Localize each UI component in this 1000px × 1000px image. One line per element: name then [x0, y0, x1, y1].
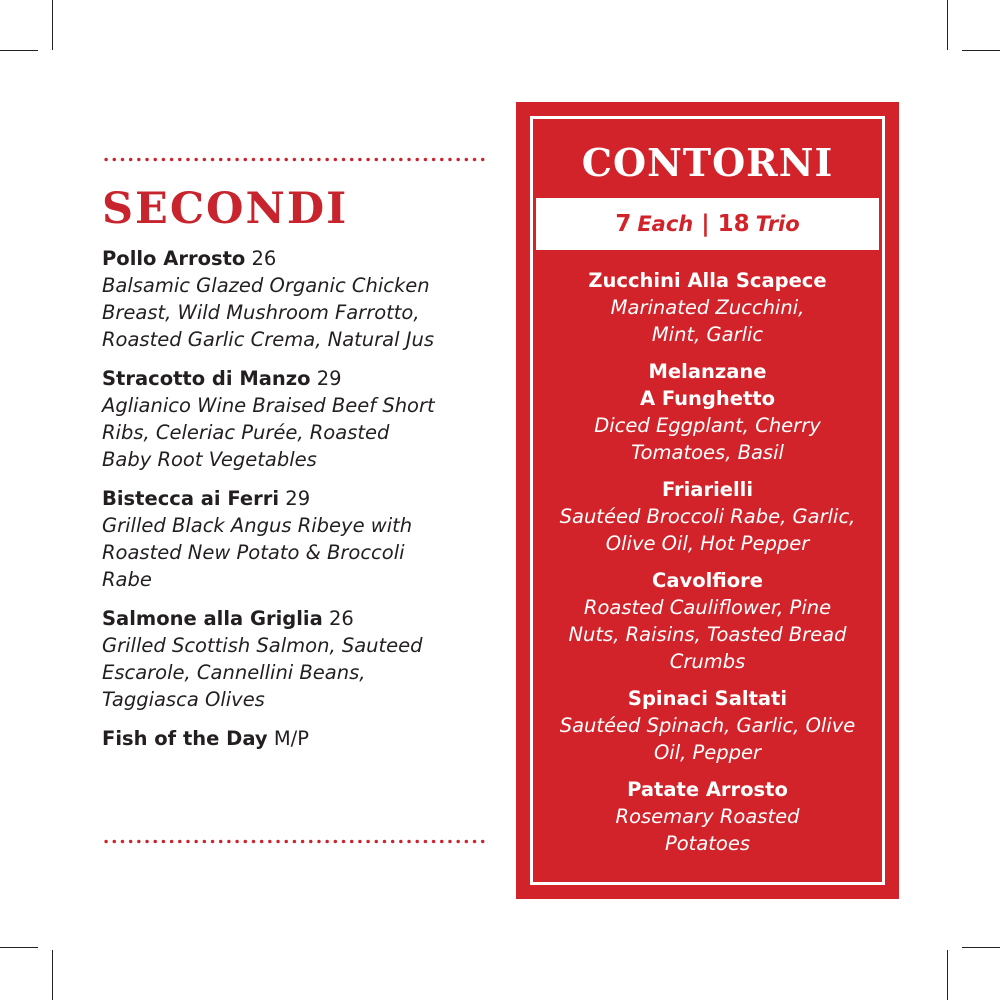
- item-name: Pollo Arrosto: [102, 247, 246, 270]
- side-dish-item: [544, 358, 871, 466]
- menu-item: [102, 485, 462, 593]
- price-trio: 18: [717, 211, 750, 237]
- contorni-heading: CONTORNI: [581, 140, 834, 185]
- secondi-list: [102, 245, 462, 764]
- item-name: Cavolfiore: [652, 569, 763, 592]
- item-description: Roasted Cauliflower, Pine Nuts, Raisins, Toasted Bread Crumbs: [568, 596, 847, 673]
- item-description: Rosemary Roasted Potatoes: [615, 805, 800, 855]
- item-name: Zucchini Alla Scapece: [588, 269, 827, 292]
- item-description: Sautéed Spinach, Garlic, Olive Oil, Pepper: [559, 714, 856, 764]
- item-description: Aglianico Wine Braised Beef Short Ribs, Celeriac Purée, Roasted Baby Root Vegetables: [102, 394, 435, 471]
- price-separator: |: [701, 211, 710, 237]
- item-description: Balsamic Glazed Organic Chicken Breast, Wild Mushroom Farrotto, Roasted Garlic Crema, Natural Jus: [102, 274, 435, 351]
- item-description: Sautéed Broccoli Rabe, Garlic, Olive Oil, Hot Pepper: [559, 505, 856, 555]
- menu-item: [102, 605, 462, 713]
- item-name: Patate Arrosto: [627, 778, 788, 801]
- item-price: 29: [285, 487, 311, 510]
- contorni-list: [544, 267, 871, 867]
- menu-item: [102, 725, 462, 752]
- item-price: 26: [328, 607, 354, 630]
- item-name: Melanzane A Funghetto: [639, 360, 776, 410]
- menu-item: [102, 365, 462, 473]
- item-description: Diced Eggplant, Cherry Tomatoes, Basil: [594, 414, 821, 464]
- item-name: Spinaci Saltati: [627, 687, 788, 710]
- side-dish-item: [544, 267, 871, 348]
- item-description: Grilled Scottish Salmon, Sauteed Escarole, Cannellini Beans, Taggiasca Olives: [102, 634, 423, 711]
- item-price: 29: [316, 367, 342, 390]
- item-name: Bistecca ai Ferri: [102, 487, 280, 510]
- crop-mark: [52, 950, 53, 1000]
- side-dish-item: [544, 685, 871, 766]
- crop-mark: [962, 50, 1000, 51]
- crop-mark: [0, 947, 38, 948]
- price-banner: [536, 198, 879, 250]
- item-name: Stracotto di Manzo: [102, 367, 311, 390]
- crop-mark: [962, 947, 1000, 948]
- item-price: M/P: [273, 727, 309, 750]
- item-name: Friarielli: [661, 478, 754, 501]
- contorni-panel: [516, 102, 899, 899]
- item-description: Marinated Zucchini, Mint, Garlic: [610, 296, 805, 346]
- side-dish-item: [544, 776, 871, 857]
- trio-label: Trio: [755, 212, 800, 236]
- item-description: Grilled Black Angus Ribeye with Roasted New Potato & Broccoli Rabe: [102, 514, 413, 591]
- side-dish-item: [544, 476, 871, 557]
- crop-mark: [0, 50, 38, 51]
- menu-item: [102, 245, 462, 353]
- dotted-divider-bottom: [102, 839, 486, 844]
- price-each: 7: [615, 211, 632, 237]
- secondi-heading: SECONDI: [102, 184, 349, 234]
- crop-mark: [947, 950, 948, 1000]
- item-name: Salmone alla Griglia: [102, 607, 323, 630]
- dotted-divider-top: [102, 157, 486, 162]
- item-price: 26: [251, 247, 277, 270]
- each-label: Each: [637, 212, 694, 236]
- item-name: Fish of the Day: [102, 727, 268, 750]
- crop-mark: [52, 0, 53, 50]
- side-dish-item: [544, 567, 871, 675]
- crop-mark: [947, 0, 948, 50]
